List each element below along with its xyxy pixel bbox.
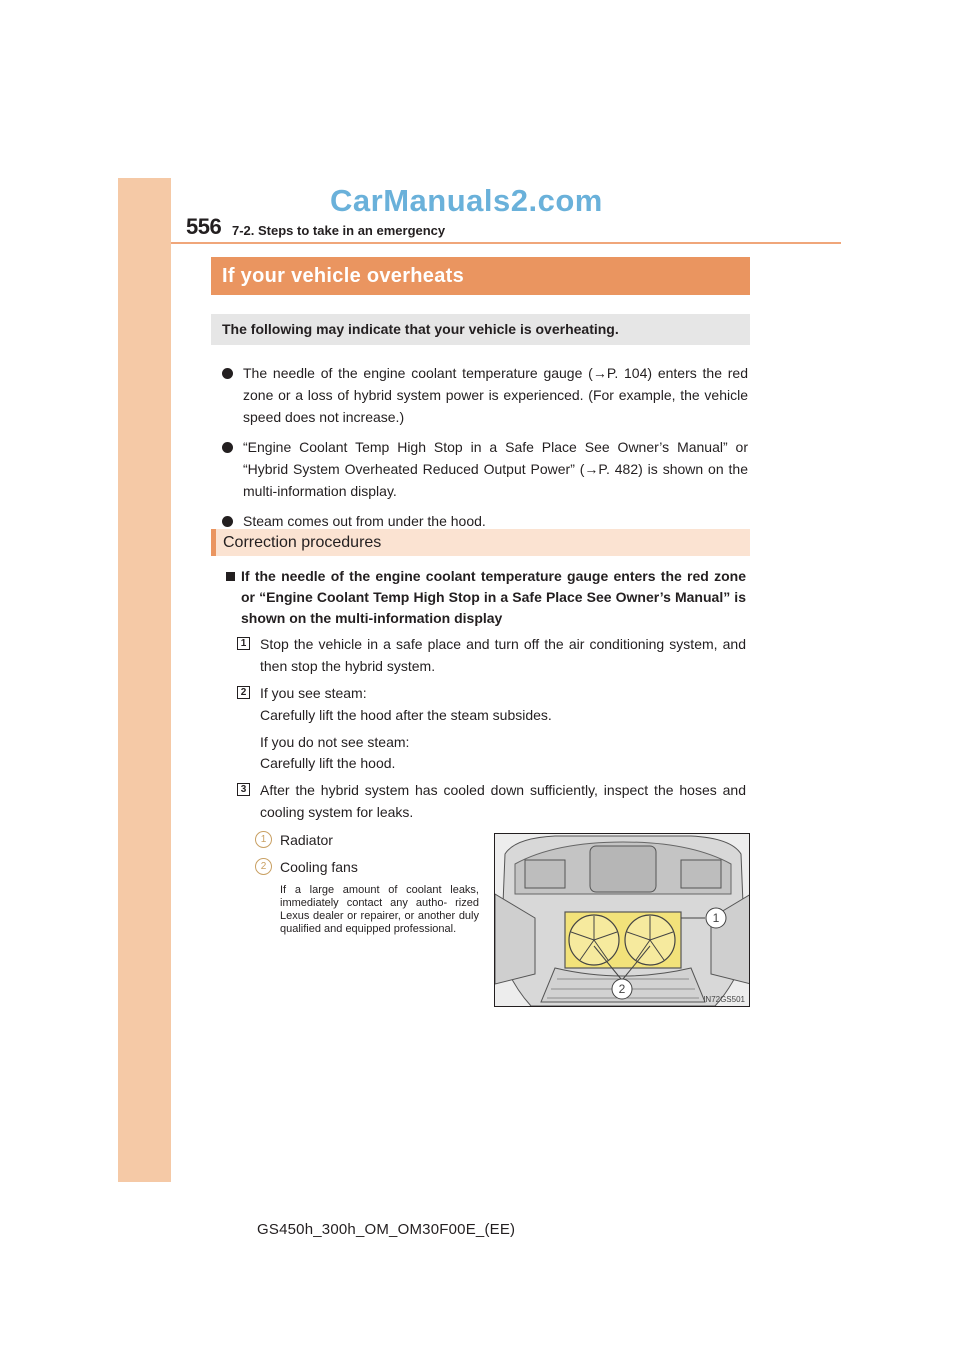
watermark: CarManuals2.com: [330, 183, 603, 218]
section-title: 7-2. Steps to take in an emergency: [232, 223, 446, 238]
list-item: [222, 362, 748, 428]
coolant-leak-note: If a large amount of coolant leaks, immediately contact any autho- rized Lexus dealer or repairer, or another duly qualified and equipped professional.: [280, 884, 479, 935]
bullet-icon: [222, 442, 233, 453]
document-code-footer: GS450h_300h_OM_OM30F00E_(EE): [257, 1221, 516, 1238]
bullet-text: The needle of the engine coolant temperature gauge (→P. 104) enters the red zone or a loss of hybrid system power is experienced. (For example, the vehicle speed does not increase.): [243, 365, 748, 425]
side-band: [118, 178, 171, 1182]
figure-marker-2: 2: [618, 982, 626, 996]
step-text: If you see steam:: [260, 685, 367, 701]
bullet-text: “Engine Coolant Temp High Stop in a Safe Place See Owner’s Manual” or “Hybrid System Overheated Reduced Output Power” (→P. 482) is shown on the multi-information display.: [243, 439, 748, 499]
step-text: If you do not see steam:: [260, 734, 410, 750]
symptom-list: [222, 362, 748, 540]
condition-heading: [226, 566, 746, 629]
bullet-icon: [222, 516, 233, 527]
bullet-icon: [222, 368, 233, 379]
step-text: Carefully lift the hood.: [260, 755, 396, 771]
step-number: 3: [237, 783, 250, 796]
header-rule: [171, 242, 841, 244]
callout-marker: 2: [255, 858, 272, 875]
callout-marker: 1: [255, 831, 272, 848]
figure-code: IN72GS501: [703, 995, 745, 1004]
intro-box: The following may indicate that your vehicle is overheating.: [211, 314, 750, 345]
page-number: 556: [186, 214, 222, 239]
correction-heading: Correction procedures: [211, 529, 750, 556]
list-item: [222, 436, 748, 502]
step-number: 1: [237, 637, 250, 650]
step-text: Carefully lift the hood after the steam subsides.: [260, 707, 552, 723]
bullet-text: Steam comes out from under the hood.: [243, 513, 486, 529]
step-text: After the hybrid system has cooled down sufficiently, inspect the hoses and cooling system for leaks.: [260, 782, 746, 820]
step-text: Stop the vehicle in a safe place and turn off the air conditioning system, and then stop the hybrid system.: [260, 636, 746, 674]
engine-bay-illustration: [494, 833, 750, 1007]
callout-label: Radiator: [280, 832, 333, 848]
step-number: 2: [237, 686, 250, 699]
callout-label: Cooling fans: [280, 859, 358, 875]
main-heading: If your vehicle overheats: [211, 257, 750, 295]
square-bullet-icon: [226, 572, 235, 581]
condition-text: If the needle of the engine coolant temperature gauge enters the red zone or “Engine Coolant Temp High Stop in a Safe Place See Owner’s Manual” is shown on the multi-information display: [241, 568, 746, 626]
engine-bay-drawing: [495, 834, 750, 1007]
figure-marker-1: 1: [712, 911, 720, 925]
